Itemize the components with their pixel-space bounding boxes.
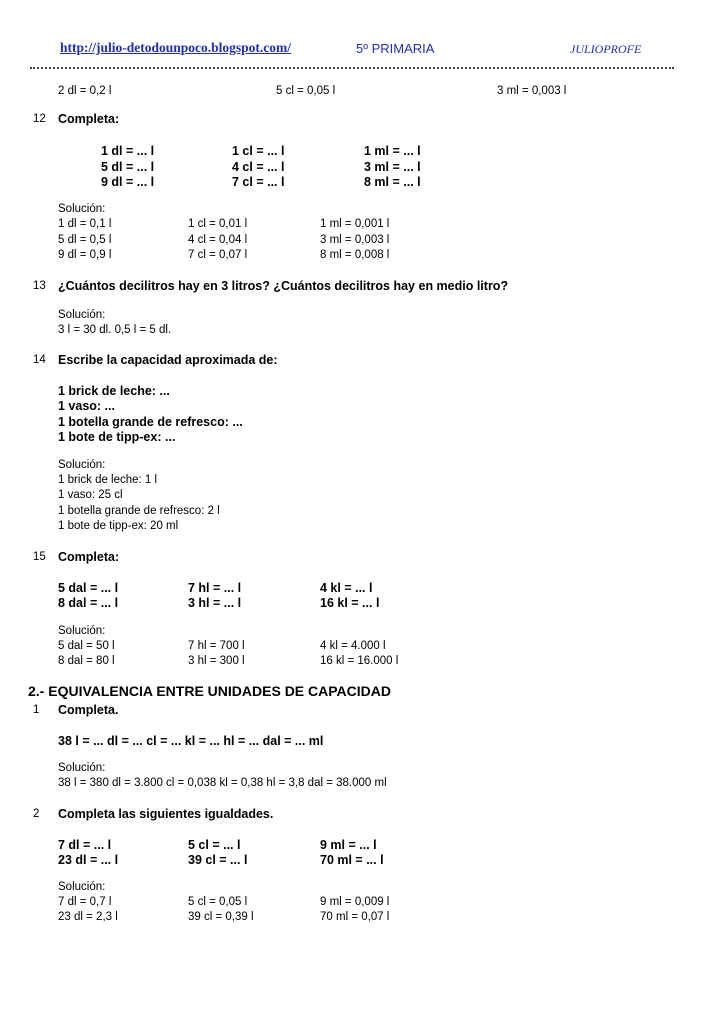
solution: 4 kl = 4.000 l (320, 640, 386, 652)
question: 1 botella grande de refresco: ... (58, 415, 243, 429)
question: 1 dl = ... l (101, 144, 155, 158)
solution-label: Solución: (58, 625, 106, 637)
exercise-number: 12 (33, 113, 46, 125)
exercise-title: Completa. (58, 703, 119, 717)
solution-label: Solución: (58, 881, 106, 893)
question: 5 dal = ... l (58, 581, 119, 595)
question: 5 cl = ... l (188, 838, 241, 852)
solution: 7 dl = 0,7 l (58, 896, 112, 908)
question: 38 l = ... dl = ... cl = ... kl = ... hl = ... dal = ... ml (58, 734, 324, 748)
exercise-number: 13 (33, 280, 46, 292)
grade-label: 5º PRIMARIA (356, 41, 435, 56)
question: 4 cl = ... l (232, 160, 285, 174)
solution: 3 l = 30 dl. 0,5 l = 5 dl. (58, 324, 172, 336)
question: 7 hl = ... l (188, 581, 242, 595)
solution-label: Solución: (58, 459, 106, 471)
solution-label: Solución: (58, 309, 106, 321)
question: 23 dl = ... l (58, 853, 119, 867)
question: 1 bote de tipp-ex: ... (58, 430, 176, 444)
top-answer-2: 5 cl = 0,05 l (276, 85, 336, 97)
solution-label: Solución: (58, 203, 106, 215)
question: 1 ml = ... l (364, 144, 421, 158)
solution: 1 dl = 0,1 l (58, 218, 112, 230)
solution: 3 hl = 300 l (188, 655, 245, 667)
solution: 8 dal = 80 l (58, 655, 115, 667)
solution: 16 kl = 16.000 l (320, 655, 399, 667)
solution: 7 hl = 700 l (188, 640, 245, 652)
solution: 1 vaso: 25 cl (58, 489, 123, 501)
author-label: JULIOPROFE (570, 42, 642, 56)
solution: 1 cl = 0,01 l (188, 218, 248, 230)
exercise-number: 1 (33, 704, 40, 716)
question: 70 ml = ... l (320, 853, 384, 867)
solution: 1 botella grande de refresco: 2 l (58, 505, 220, 517)
exercise-title: Completa: (58, 550, 120, 564)
question: 7 cl = ... l (232, 175, 285, 189)
solution: 70 ml = 0,07 l (320, 911, 390, 923)
header-divider (30, 67, 674, 69)
solution: 1 ml = 0,001 l (320, 218, 390, 230)
question: 9 ml = ... l (320, 838, 377, 852)
exercise-title: Completa: (58, 112, 120, 126)
solution: 4 cl = 0,04 l (188, 234, 248, 246)
exercise-title: ¿Cuántos decilitros hay en 3 litros? ¿Cuántos decilitros hay en medio litro? (58, 279, 509, 293)
solution-label: Solución: (58, 762, 106, 774)
question: 3 hl = ... l (188, 596, 242, 610)
solution: 5 dal = 50 l (58, 640, 115, 652)
solution: 9 ml = 0,009 l (320, 896, 390, 908)
top-answer-1: 2 dl = 0,2 l (58, 85, 112, 97)
solution: 5 dl = 0,5 l (58, 234, 112, 246)
solution: 7 cl = 0,07 l (188, 249, 248, 261)
question: 5 dl = ... l (101, 160, 155, 174)
exercise-number: 15 (33, 551, 46, 563)
question: 1 vaso: ... (58, 399, 115, 413)
exercise-title: Completa las siguientes igualdades. (58, 807, 274, 821)
solution: 1 bote de tipp-ex: 20 ml (58, 520, 179, 532)
question: 1 brick de leche: ... (58, 384, 170, 398)
solution: 38 l = 380 dl = 3.800 cl = 0,038 kl = 0,38 hl = 3,8 dal = 38.000 ml (58, 777, 387, 789)
exercise-title: Escribe la capacidad aproximada de: (58, 353, 278, 367)
question: 8 dal = ... l (58, 596, 119, 610)
top-answer-3: 3 ml = 0,003 l (497, 85, 567, 97)
question: 4 kl = ... l (320, 581, 373, 595)
question: 39 cl = ... l (188, 853, 248, 867)
solution: 8 ml = 0,008 l (320, 249, 390, 261)
question: 16 kl = ... l (320, 596, 380, 610)
question: 1 cl = ... l (232, 144, 285, 158)
solution: 5 cl = 0,05 l (188, 896, 248, 908)
question: 9 dl = ... l (101, 175, 155, 189)
exercise-number: 2 (33, 808, 40, 820)
section-heading: 2.- EQUIVALENCIA ENTRE UNIDADES DE CAPACIDAD (28, 683, 391, 699)
question: 7 dl = ... l (58, 838, 112, 852)
solution: 39 cl = 0,39 l (188, 911, 254, 923)
blog-link[interactable]: http://julio-detodounpoco.blogspot.com/ (60, 40, 292, 55)
solution: 3 ml = 0,003 l (320, 234, 390, 246)
question: 3 ml = ... l (364, 160, 421, 174)
solution: 1 brick de leche: 1 l (58, 474, 158, 486)
solution: 23 dl = 2,3 l (58, 911, 118, 923)
exercise-number: 14 (33, 354, 46, 366)
solution: 9 dl = 0,9 l (58, 249, 112, 261)
question: 8 ml = ... l (364, 175, 421, 189)
